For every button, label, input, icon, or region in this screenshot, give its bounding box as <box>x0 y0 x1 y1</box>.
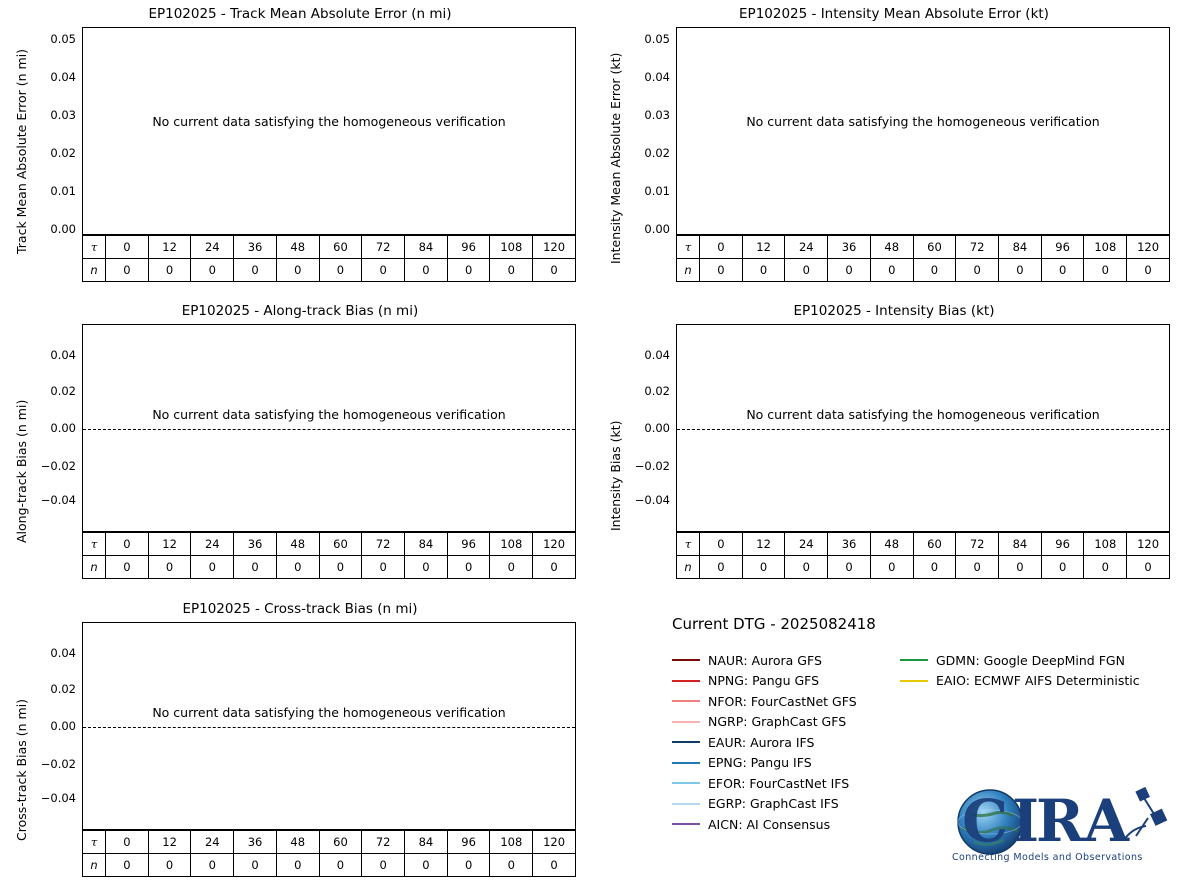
legend-column-1 <box>672 650 900 835</box>
tau-cell: 60 <box>319 533 362 556</box>
panel-cross-track-bias <box>0 601 594 885</box>
tau-cell: 48 <box>870 533 913 556</box>
y-tick: −0.02 <box>40 459 76 473</box>
y-axis-label: Intensity Bias (kt) <box>608 420 623 531</box>
n-cell: 0 <box>405 556 448 579</box>
table-row-n <box>83 259 576 282</box>
tau-cell: 72 <box>362 236 405 259</box>
n-cell: 0 <box>1041 259 1084 282</box>
y-tick: 0.01 <box>50 184 76 198</box>
tau-header: τ <box>83 831 106 854</box>
tau-header: τ <box>677 533 700 556</box>
tau-cell: 96 <box>447 831 490 854</box>
n-header: n <box>83 259 106 282</box>
n-cell: 0 <box>148 556 191 579</box>
y-axis-label: Cross-track Bias (n mi) <box>14 698 29 841</box>
y-tick: 0.00 <box>50 719 76 733</box>
n-cell: 0 <box>106 259 149 282</box>
legend-line-icon <box>672 659 700 661</box>
n-header: n <box>677 259 700 282</box>
y-tick: 0.04 <box>50 348 76 362</box>
tau-cell: 84 <box>405 831 448 854</box>
no-data-message: No current data satisfying the homogeneous verification <box>746 407 1100 422</box>
y-tick: 0.02 <box>644 146 670 160</box>
table-row-tau <box>83 831 576 854</box>
n-header: n <box>83 854 106 877</box>
n-cell: 0 <box>362 556 405 579</box>
n-cell: 0 <box>234 854 277 877</box>
n-cell: 0 <box>148 854 191 877</box>
legend-item[interactable] <box>672 814 900 835</box>
n-cell: 0 <box>533 556 576 579</box>
n-cell: 0 <box>191 556 234 579</box>
legend-line-icon <box>672 721 700 723</box>
tau-cell: 24 <box>785 533 828 556</box>
n-cell: 0 <box>319 556 362 579</box>
svg-text:C: C <box>962 787 1009 855</box>
n-cell: 0 <box>447 854 490 877</box>
tau-cell: 36 <box>828 236 871 259</box>
y-axis-label: Intensity Mean Absolute Error (kt) <box>608 52 623 264</box>
table-row-tau <box>677 533 1170 556</box>
tau-cell: 24 <box>191 236 234 259</box>
tau-cell: 36 <box>828 533 871 556</box>
tau-cell: 72 <box>956 236 999 259</box>
n-cell: 0 <box>191 854 234 877</box>
n-cell: 0 <box>742 556 785 579</box>
n-cell: 0 <box>276 259 319 282</box>
tau-cell: 12 <box>742 236 785 259</box>
tau-cell: 120 <box>533 236 576 259</box>
plot-area <box>676 324 1170 532</box>
zero-reference-line <box>83 727 575 728</box>
tau-n-table <box>82 235 576 282</box>
cira-logo <box>948 784 1178 870</box>
n-cell: 0 <box>1041 556 1084 579</box>
legend-line-icon <box>672 823 700 825</box>
n-cell: 0 <box>785 259 828 282</box>
y-tick: 0.02 <box>50 682 76 696</box>
n-cell: 0 <box>999 259 1042 282</box>
y-tick: 0.00 <box>50 421 76 435</box>
legend-label: NAUR: Aurora GFS <box>708 652 822 668</box>
tau-cell: 48 <box>276 831 319 854</box>
table-row-tau <box>83 236 576 259</box>
n-cell: 0 <box>870 556 913 579</box>
tau-cell: 84 <box>999 533 1042 556</box>
n-cell: 0 <box>106 854 149 877</box>
tau-cell: 60 <box>913 533 956 556</box>
n-header: n <box>677 556 700 579</box>
tau-cell: 0 <box>700 236 743 259</box>
tau-cell: 0 <box>106 533 149 556</box>
y-tick: 0.04 <box>644 348 670 362</box>
plot-area <box>82 27 576 235</box>
legend-item[interactable] <box>672 753 900 774</box>
tau-cell: 0 <box>700 533 743 556</box>
n-cell: 0 <box>913 556 956 579</box>
n-cell: 0 <box>319 259 362 282</box>
no-data-message: No current data satisfying the homogeneous verification <box>152 705 506 720</box>
chart-title: EP102025 - Along-track Bias (n mi) <box>181 303 419 319</box>
tau-cell: 12 <box>148 533 191 556</box>
y-tick: 0.04 <box>50 70 76 84</box>
legend-item[interactable] <box>672 691 900 712</box>
plot-area <box>676 27 1170 235</box>
tau-cell: 120 <box>1127 533 1170 556</box>
n-cell: 0 <box>956 556 999 579</box>
y-axis-label: Along-track Bias (n mi) <box>14 399 29 543</box>
n-header: n <box>83 556 106 579</box>
no-data-message: No current data satisfying the homogeneous verification <box>152 114 506 129</box>
tau-cell: 48 <box>276 533 319 556</box>
panel-along-track-bias <box>0 303 594 587</box>
tau-cell: 24 <box>191 831 234 854</box>
tau-cell: 0 <box>106 236 149 259</box>
tau-cell: 12 <box>148 831 191 854</box>
y-tick: 0.04 <box>50 646 76 660</box>
n-cell: 0 <box>828 259 871 282</box>
n-cell: 0 <box>956 259 999 282</box>
y-tick: −0.04 <box>634 493 670 507</box>
y-tick: 0.03 <box>644 108 670 122</box>
tau-header: τ <box>677 236 700 259</box>
tau-cell: 72 <box>956 533 999 556</box>
tau-cell: 48 <box>870 236 913 259</box>
y-tick: 0.05 <box>50 32 76 46</box>
y-tick: 0.01 <box>644 184 670 198</box>
zero-reference-line <box>83 429 575 430</box>
chart-title: EP102025 - Track Mean Absolute Error (n mi) <box>148 6 452 22</box>
n-cell: 0 <box>742 259 785 282</box>
tau-n-table <box>676 532 1170 579</box>
table-row-n <box>83 854 576 877</box>
legend-item[interactable] <box>672 650 900 671</box>
n-cell: 0 <box>106 556 149 579</box>
tau-cell: 84 <box>405 236 448 259</box>
tau-cell: 120 <box>1127 236 1170 259</box>
y-tick: 0.05 <box>644 32 670 46</box>
plot-area <box>82 622 576 830</box>
tau-cell: 72 <box>362 831 405 854</box>
y-tick: 0.00 <box>644 222 670 236</box>
legend-item[interactable] <box>672 671 900 692</box>
legend-label: AICN: AI Consensus <box>708 816 831 832</box>
n-cell: 0 <box>828 556 871 579</box>
y-tick: 0.02 <box>50 384 76 398</box>
tau-cell: 96 <box>447 236 490 259</box>
legend-item[interactable] <box>672 712 900 733</box>
panel-intensity-mae <box>594 6 1188 290</box>
n-cell: 0 <box>191 259 234 282</box>
tau-cell: 84 <box>999 236 1042 259</box>
n-cell: 0 <box>447 259 490 282</box>
n-cell: 0 <box>1084 259 1127 282</box>
tau-cell: 108 <box>1084 533 1127 556</box>
n-cell: 0 <box>490 259 533 282</box>
tau-cell: 12 <box>742 533 785 556</box>
y-tick: −0.02 <box>634 459 670 473</box>
legend-line-icon <box>672 782 700 784</box>
n-cell: 0 <box>319 854 362 877</box>
tau-cell: 48 <box>276 236 319 259</box>
n-cell: 0 <box>533 259 576 282</box>
n-cell: 0 <box>276 556 319 579</box>
n-cell: 0 <box>1127 259 1170 282</box>
tau-header: τ <box>83 236 106 259</box>
tau-n-table <box>676 235 1170 282</box>
n-cell: 0 <box>1084 556 1127 579</box>
panel-track-mae <box>0 6 594 290</box>
tau-cell: 120 <box>533 831 576 854</box>
chart-title: EP102025 - Intensity Mean Absolute Error (kt) <box>739 6 1049 22</box>
legend-label: EGRP: GraphCast IFS <box>708 796 839 812</box>
current-dtg-title: Current DTG - 2025082418 <box>672 615 876 633</box>
legend-item[interactable] <box>900 671 1160 692</box>
table-row-n <box>677 259 1170 282</box>
n-cell: 0 <box>148 259 191 282</box>
svg-text:A: A <box>1084 787 1130 855</box>
tau-cell: 0 <box>106 831 149 854</box>
tau-cell: 12 <box>148 236 191 259</box>
svg-text:R: R <box>1036 787 1085 855</box>
tau-n-table <box>82 830 576 877</box>
y-tick: −0.02 <box>40 757 76 771</box>
legend-line-icon <box>672 680 700 682</box>
legend-label: EAUR: Aurora IFS <box>708 734 815 750</box>
tau-cell: 108 <box>1084 236 1127 259</box>
n-cell: 0 <box>447 556 490 579</box>
y-tick: 0.04 <box>644 70 670 84</box>
tau-cell: 60 <box>319 236 362 259</box>
table-row-tau <box>83 533 576 556</box>
n-cell: 0 <box>234 259 277 282</box>
n-cell: 0 <box>490 556 533 579</box>
table-row-tau <box>677 236 1170 259</box>
logo-caption: Connecting Models and Observations <box>952 852 1143 863</box>
legend-item[interactable] <box>672 794 900 815</box>
tau-cell: 24 <box>785 236 828 259</box>
tau-cell: 96 <box>447 533 490 556</box>
y-tick: 0.02 <box>644 384 670 398</box>
n-cell: 0 <box>405 854 448 877</box>
legend-line-icon <box>672 803 700 805</box>
plot-area <box>82 324 576 532</box>
chart-title: EP102025 - Intensity Bias (kt) <box>793 303 995 319</box>
n-cell: 0 <box>234 556 277 579</box>
n-cell: 0 <box>1127 556 1170 579</box>
n-cell: 0 <box>700 556 743 579</box>
table-row-n <box>83 556 576 579</box>
tau-cell: 36 <box>234 533 277 556</box>
tau-cell: 24 <box>191 533 234 556</box>
legend-item[interactable] <box>672 773 900 794</box>
tau-cell: 108 <box>490 533 533 556</box>
legend-label: NFOR: FourCastNet GFS <box>708 693 857 709</box>
legend-item[interactable] <box>672 732 900 753</box>
svg-text:I: I <box>1012 787 1040 855</box>
tau-cell: 96 <box>1041 533 1084 556</box>
panel-intensity-bias <box>594 303 1188 587</box>
legend-line-icon <box>672 700 700 702</box>
legend-line-icon <box>672 762 700 764</box>
y-tick: 0.03 <box>50 108 76 122</box>
legend-line-icon <box>900 680 928 682</box>
tau-header: τ <box>83 533 106 556</box>
n-cell: 0 <box>362 854 405 877</box>
n-cell: 0 <box>362 259 405 282</box>
legend-line-icon <box>672 741 700 743</box>
legend-item[interactable] <box>900 650 1160 671</box>
legend-label: EFOR: FourCastNet IFS <box>708 775 850 791</box>
y-axis-label: Track Mean Absolute Error (n mi) <box>14 48 29 254</box>
y-tick: −0.04 <box>40 493 76 507</box>
n-cell: 0 <box>533 854 576 877</box>
legend-label: EPNG: Pangu IFS <box>708 755 812 771</box>
legend-label: NPNG: Pangu GFS <box>708 673 820 689</box>
chart-title: EP102025 - Cross-track Bias (n mi) <box>182 601 418 617</box>
n-cell: 0 <box>913 259 956 282</box>
n-cell: 0 <box>490 854 533 877</box>
tau-cell: 72 <box>362 533 405 556</box>
legend-label: NGRP: GraphCast GFS <box>708 714 847 730</box>
legend-label: EAIO: ECMWF AIFS Deterministic <box>936 673 1140 689</box>
tau-cell: 60 <box>319 831 362 854</box>
tau-cell: 60 <box>913 236 956 259</box>
tau-cell: 36 <box>234 236 277 259</box>
n-cell: 0 <box>870 259 913 282</box>
table-row-n <box>677 556 1170 579</box>
y-tick: 0.02 <box>50 146 76 160</box>
tau-cell: 96 <box>1041 236 1084 259</box>
tau-cell: 108 <box>490 236 533 259</box>
no-data-message: No current data satisfying the homogeneous verification <box>746 114 1100 129</box>
tau-cell: 36 <box>234 831 277 854</box>
n-cell: 0 <box>405 259 448 282</box>
n-cell: 0 <box>999 556 1042 579</box>
y-tick: −0.04 <box>40 791 76 805</box>
y-tick: 0.00 <box>50 222 76 236</box>
n-cell: 0 <box>785 556 828 579</box>
tau-n-table <box>82 532 576 579</box>
tau-cell: 108 <box>490 831 533 854</box>
zero-reference-line <box>677 429 1169 430</box>
no-data-message: No current data satisfying the homogeneous verification <box>152 407 506 422</box>
n-cell: 0 <box>276 854 319 877</box>
legend-label: GDMN: Google DeepMind FGN <box>936 652 1125 668</box>
tau-cell: 84 <box>405 533 448 556</box>
n-cell: 0 <box>700 259 743 282</box>
tau-cell: 120 <box>533 533 576 556</box>
legend-line-icon <box>900 659 928 661</box>
y-tick: 0.00 <box>644 421 670 435</box>
